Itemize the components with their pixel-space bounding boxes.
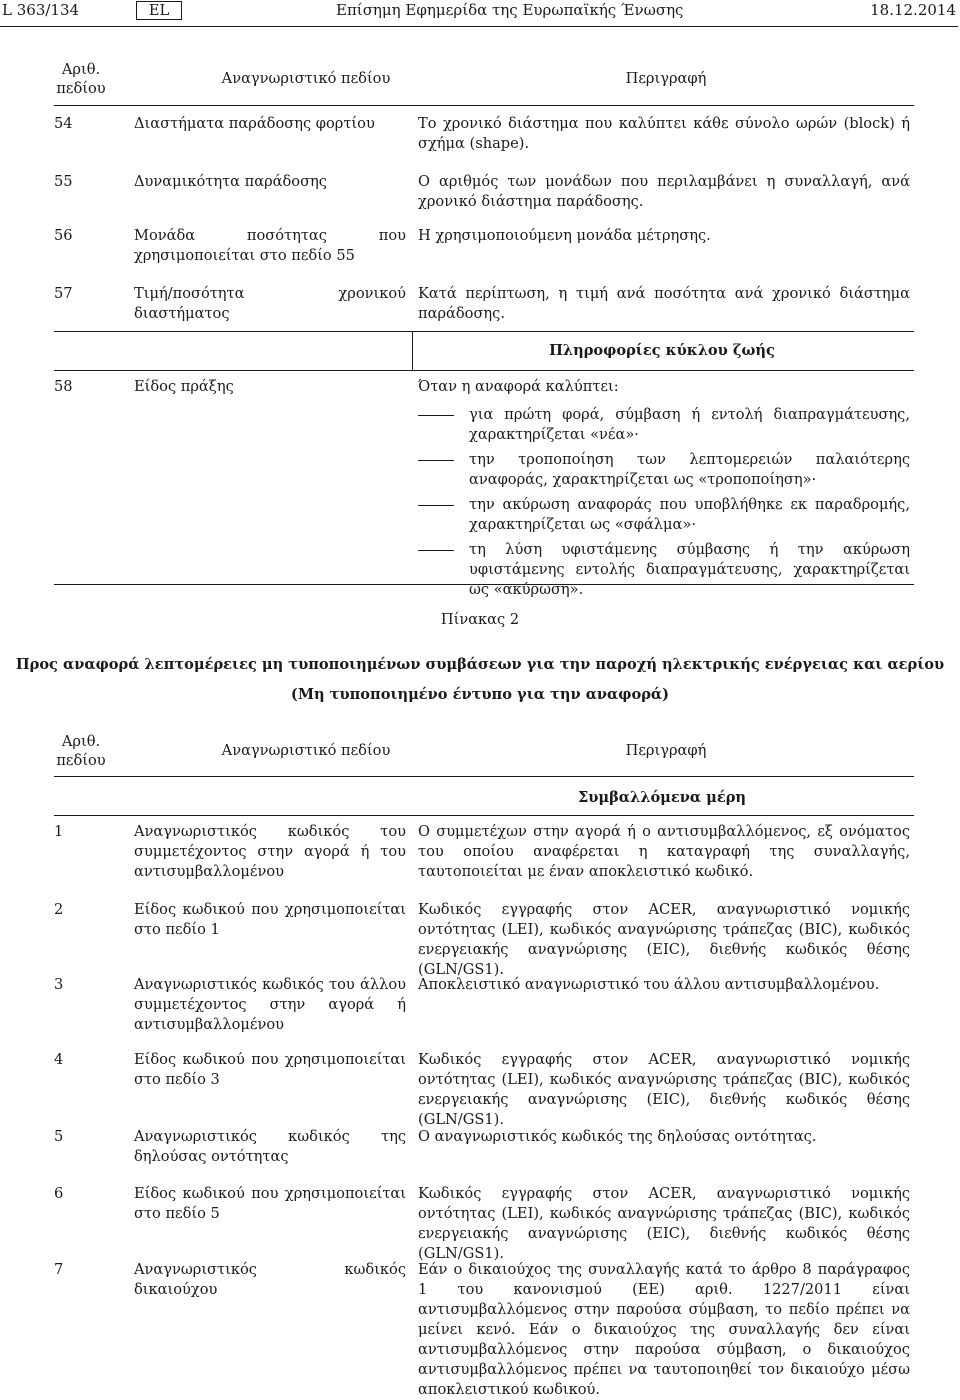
field-number: 6 xyxy=(54,1185,64,1202)
table1-bottom-rule xyxy=(54,584,914,585)
section-rule xyxy=(54,815,914,816)
table2-header xyxy=(54,728,914,778)
field-description: Αποκλειστικό αναγνωριστικό του άλλου αντισυμβαλλομένου. xyxy=(418,976,880,993)
table2-header-rule xyxy=(54,776,914,777)
publication-date: 18.12.2014 xyxy=(870,1,956,19)
field-number: 56 xyxy=(54,227,73,244)
section-divider xyxy=(412,331,413,371)
header-rule xyxy=(0,26,958,27)
table2-title: Προς αναφορά λεπτομέρειες μη τυποποιημένων συμβάσεων για την παροχή ηλεκτρικής ενέργειας και αερίου xyxy=(15,656,945,673)
field-description: Κωδικός εγγραφής στον ACER, αναγνωριστικό νομικής οντότητας (LEI), κωδικός αναγνώρισης τράπεζας (BIC), κωδικός ενεργειακής αναγνώρισης (EIC), διεθνής κωδικός θέσης (GLN/GS1). xyxy=(418,1051,910,1128)
field-description xyxy=(418,377,910,600)
field-identifier: Είδος κωδικού που χρησιμοποιείται στο πεδίο 5 xyxy=(134,1185,406,1222)
table1-header xyxy=(54,56,914,106)
field-number: 58 xyxy=(54,378,73,395)
running-header xyxy=(0,0,960,24)
dash-bullet xyxy=(418,415,454,416)
col-id-header: Αναγνωριστικό πεδίου xyxy=(221,70,391,87)
table2-subtitle: (Μη τυποποιημένο έντυπο για την αναφορά) xyxy=(290,686,670,703)
col-desc-header: Περιγραφή xyxy=(625,742,707,759)
field-number: 55 xyxy=(54,173,73,190)
col-id-header: Αναγνωριστικό πεδίου xyxy=(221,742,391,759)
field-number: 5 xyxy=(54,1128,64,1145)
field-identifier: Μονάδα ποσότητας που χρησιμοποιείται στο πεδίο 55 xyxy=(134,227,406,264)
field-identifier: Είδος πράξης xyxy=(134,378,234,395)
field-description: Ο αριθμός των μονάδων που περιλαμβάνει η συναλλαγή, ανά χρονικό διάστημα παράδοσης. xyxy=(418,173,910,210)
language-badge: EL xyxy=(136,1,182,20)
list-item: την ακύρωση αναφοράς που υποβλήθηκε εκ παραδρομής, χαρακτηρίζεται ως «σφάλμα»· xyxy=(418,495,910,535)
field-description: Κατά περίπτωση, η τιμή ανά ποσότητα ανά χρονικό διάστημα παράδοσης. xyxy=(418,285,910,322)
col-num-header: Αριθ. πεδίου xyxy=(56,61,106,97)
table1 xyxy=(54,56,914,106)
field-identifier: Αναγνωριστικός κωδικός του άλλου συμμετέχοντος στην αγορά ή αντισυμβαλλομένου xyxy=(134,976,406,1033)
dash-bullet xyxy=(418,460,454,461)
field-description: Ο συμμετέχων στην αγορά ή ο αντισυμβαλλόμενος, εξ ονόματος του οποίου αναφέρεται η καταγραφή της συναλλαγής, ταυτοποιείται με έναν αποκλειστικό κωδικό. xyxy=(418,823,910,880)
field-number: 7 xyxy=(54,1261,64,1278)
field-description: Εάν ο δικαιούχος της συναλλαγής κατά το άρθρο 8 παράγραφος 1 του κανονισμού (ΕΕ) αριθ. 1227/2011 είναι αντισυμβαλλόμενος στην παρούσα σύμβαση, το πεδίο πρέπει να μείνει κενό. Εάν ο δικαιούχος της συναλλαγής δεν είναι αντισυμβαλλόμενος στην παρούσα σύμβαση, ο δικαιούχος αντισυμβαλλόμενος πρέπει να ταυτοποιηθεί τον δικαιούχο μέσω αποκλειστικού κωδικού. xyxy=(418,1261,910,1398)
field-identifier: Αναγνωριστικός κωδικός της δηλούσας οντότητας xyxy=(134,1128,406,1165)
field-number: 1 xyxy=(54,823,64,840)
field-identifier: Αναγνωριστικός κωδικός δικαιούχου xyxy=(134,1261,406,1298)
field-identifier: Είδος κωδικού που χρησιμοποιείται στο πεδίο 3 xyxy=(134,1051,406,1088)
page-reference: L 363/134 xyxy=(2,1,80,19)
journal-title: Επίσημη Εφημερίδα της Ευρωπαϊκής Ένωσης xyxy=(336,1,684,19)
list-item: τη λύση υφιστάμενης σύμβασης ή την ακύρωση υφιστάμενης εντολής διαπραγμάτευσης, χαρακτηρίζεται ως «ακύρωση». xyxy=(418,540,910,600)
section-rule xyxy=(54,331,914,332)
field-number: 54 xyxy=(54,115,73,132)
col-num-header: Αριθ. πεδίου xyxy=(56,733,106,769)
list-item: την τροποποίηση των λεπτομερειών παλαιότερης αναφοράς, χαρακτηρίζεται ως «τροποποίηση»· xyxy=(418,450,910,490)
table2-caption: Πίνακας 2 xyxy=(440,611,520,628)
field-number: 2 xyxy=(54,901,64,918)
table1-header-rule xyxy=(54,105,914,106)
col-desc-header: Περιγραφή xyxy=(625,70,707,87)
field-identifier: Είδος κωδικού που χρησιμοποιείται στο πεδίο 1 xyxy=(134,901,406,938)
field-number: 4 xyxy=(54,1051,64,1068)
field-description: Κωδικός εγγραφής στον ACER, αναγνωριστικό νομικής οντότητας (LEI), κωδικός αναγνώρισης τράπεζας (BIC), κωδικός ενεργειακής αναγνώρισης (EIC), διεθνής κωδικός θέσης (GLN/GS1). xyxy=(418,901,910,978)
parties-heading: Συμβαλλόμενα μέρη xyxy=(577,789,747,806)
field-number: 57 xyxy=(54,285,73,302)
description-intro: Όταν η αναφορά καλύπτει: xyxy=(418,378,619,395)
field-identifier: Διαστήματα παράδοσης φορτίου xyxy=(134,115,375,132)
field-identifier: Δυναμικότητα παράδοσης xyxy=(134,173,327,190)
field-description: Ο αναγνωριστικός κωδικός της δηλούσας οντότητας. xyxy=(418,1128,817,1145)
field-number: 3 xyxy=(54,976,64,993)
section-rule xyxy=(54,370,914,371)
field-description: Το χρονικό διάστημα που καλύπτει κάθε σύνολο ωρών (block) ή σχήμα (shape). xyxy=(418,115,910,152)
table2 xyxy=(54,728,914,778)
field-description: Κωδικός εγγραφής στον ACER, αναγνωριστικό νομικής οντότητας (LEI), κωδικός αναγνώρισης τράπεζας (BIC), κωδικός ενεργειακής αναγνώρισης (EIC), διεθνής κωδικός θέσης (GLN/GS1). xyxy=(418,1185,910,1262)
dash-bullet xyxy=(418,550,454,551)
dash-bullet xyxy=(418,505,454,506)
list-item: για πρώτη φορά, σύμβαση ή εντολή διαπραγμάτευσης, χαρακτηρίζεται «νέα»· xyxy=(418,405,910,445)
field-identifier: Τιμή/ποσότητα χρονικού διαστήματος xyxy=(134,285,406,322)
field-description: Η χρησιμοποιούμενη μονάδα μέτρησης. xyxy=(418,227,711,244)
field-identifier: Αναγνωριστικός κωδικός του συμμετέχοντος στην αγορά ή του αντισυμβαλλομένου xyxy=(134,823,406,880)
lifecycle-heading: Πληροφορίες κύκλου ζωής xyxy=(549,342,775,359)
